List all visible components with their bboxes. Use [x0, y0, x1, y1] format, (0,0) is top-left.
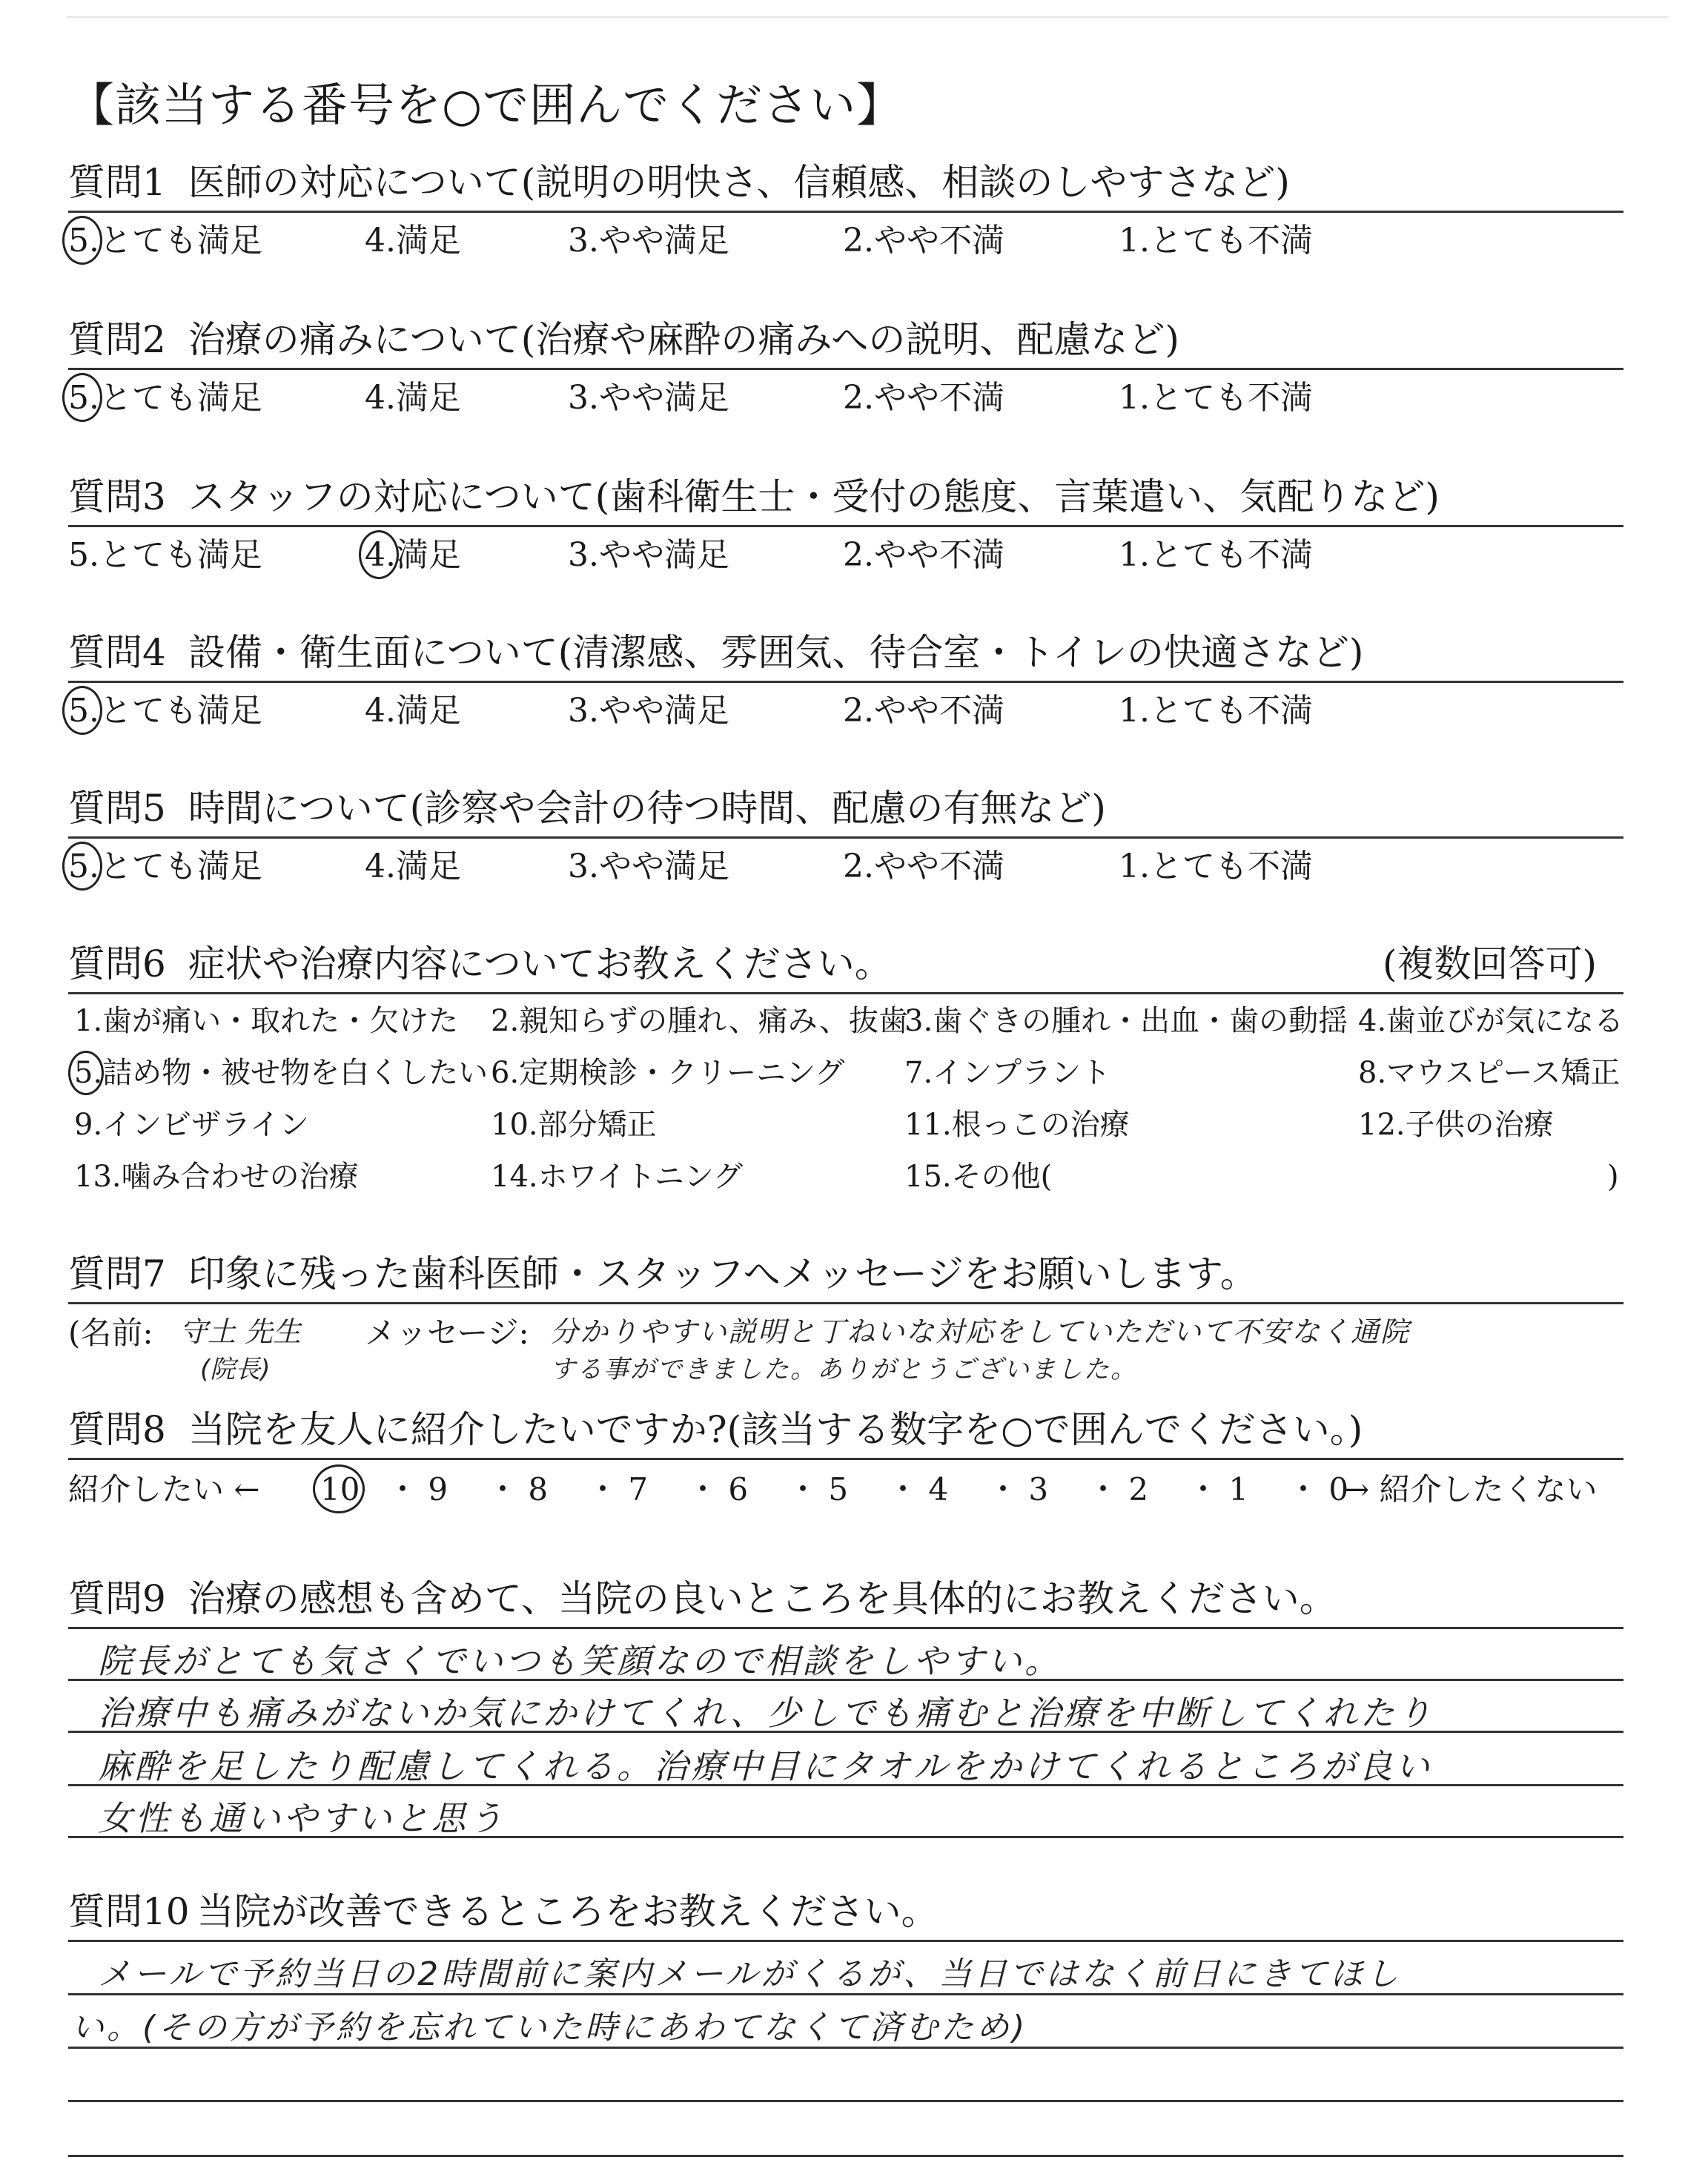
option-4[interactable]: 4.満足: [365, 222, 461, 260]
rating-options: [68, 527, 1623, 584]
selection-circle: [62, 686, 102, 735]
scale-1[interactable]: ・ 1: [1188, 1471, 1249, 1507]
answer-line-4[interactable]: 女性も通いやすいと思う: [98, 1798, 506, 1838]
option-2[interactable]: 2.やや不満: [843, 848, 1004, 885]
option-3[interactable]: 3.やや満足: [568, 222, 729, 260]
ruled-line: [68, 2100, 1623, 2102]
option-5[interactable]: 5.とても満足: [68, 213, 262, 269]
question-number: 質問7: [68, 1252, 166, 1295]
question-number: 質問2: [68, 318, 166, 361]
ruled-line: [68, 1784, 1623, 1786]
rating-options: [68, 839, 1623, 895]
ruled-line: [68, 1627, 1623, 1629]
option-2[interactable]: 2.やや不満: [843, 379, 1004, 417]
question-text: 治療の痛みについて(治療や麻酔の痛みへの説明、配慮など): [188, 318, 1179, 361]
message-entry: [68, 1304, 1623, 1401]
question-8: [68, 1401, 1623, 1519]
question-text: 時間について(診察や会計の待つ時間、配慮の有無など): [188, 787, 1106, 830]
name-value[interactable]: 守土 先生: [179, 1315, 302, 1348]
question-text: 印象に残った歯科医師・スタッフへメッセージをお願いします。: [188, 1252, 1257, 1295]
symptom-option-14[interactable]: 14.ホワイトニング: [491, 1160, 744, 1194]
ruled-line: [68, 1940, 1623, 1942]
option-4[interactable]: 4.満足: [365, 527, 461, 584]
option-1[interactable]: 1.とても不満: [1119, 848, 1313, 885]
symptom-option-11[interactable]: 11.根っこの治療: [904, 1108, 1130, 1142]
question-1: [68, 154, 1623, 269]
question-number: 質問10: [68, 1890, 190, 1933]
scale-8[interactable]: ・ 8: [487, 1471, 549, 1507]
option-1[interactable]: 1.とても不満: [1119, 222, 1313, 260]
question-number: 質問8: [68, 1408, 166, 1451]
question-number: 質問9: [68, 1577, 166, 1620]
option-2[interactable]: 2.やや不満: [843, 222, 1004, 260]
scale-7[interactable]: ・ 7: [587, 1471, 649, 1507]
question-number: 質問1: [68, 161, 166, 204]
question-7: [68, 1246, 1623, 1401]
question-number: 質問5: [68, 787, 166, 830]
ruled-line: [68, 1731, 1623, 1733]
question-number: 質問4: [68, 631, 166, 674]
ruled-line: [68, 2047, 1623, 2049]
symptom-options: [68, 994, 1623, 1217]
question-9: [68, 1571, 1623, 1838]
message-line-1[interactable]: 分かりやすい説明と丁ねいな対応をしていただいて不安なく通院: [550, 1315, 1411, 1348]
symptom-option-7[interactable]: 7.インプラント: [904, 1056, 1111, 1090]
answer-line-1[interactable]: メールで予約当日の2時間前に案内メールがくるが、当日ではなく前日にきてほし: [98, 1955, 1402, 1993]
symptom-option-6[interactable]: 6.定期検診・クリーニング: [491, 1056, 845, 1090]
question-text: 症状や治療内容についてお教えください。: [188, 942, 892, 985]
other-close-paren: ): [1607, 1160, 1619, 1194]
symptom-option-8[interactable]: 8.マウスピース矯正: [1358, 1056, 1621, 1090]
ruled-line: [68, 1993, 1623, 1995]
option-3[interactable]: 3.やや満足: [568, 692, 729, 730]
option-1[interactable]: 1.とても不満: [1119, 536, 1313, 574]
question-number: 質問6: [68, 942, 166, 985]
question-5: [68, 780, 1623, 895]
name-title: (院長): [200, 1355, 271, 1384]
symptom-option-12[interactable]: 12.子供の治療: [1358, 1108, 1554, 1142]
question-text: 当院を友人に紹介したいですか?(該当する数字を○で囲んでください。): [188, 1408, 1363, 1451]
selection-circle: [62, 842, 102, 891]
option-5[interactable]: 5.とても満足: [68, 839, 262, 895]
option-3[interactable]: 3.やや満足: [568, 379, 729, 417]
question-6: [68, 936, 1623, 1217]
question-text: 治療の感想も含めて、当院の良いところを具体的にお教えください。: [188, 1577, 1337, 1620]
symptom-option-1[interactable]: 1.歯が痛い・取れた・欠けた: [74, 1004, 459, 1038]
scale-3[interactable]: ・ 3: [987, 1471, 1049, 1507]
answer-line-2[interactable]: 治療中も痛みがないか気にかけてくれ、少しでも痛むと治療を中断してくれたり: [98, 1693, 1434, 1733]
option-5[interactable]: 5.とても満足: [68, 683, 262, 739]
scale-5[interactable]: ・ 5: [787, 1471, 849, 1507]
message-label: メッセージ:: [365, 1315, 529, 1351]
top-border: [67, 16, 1668, 18]
question-text: 当院が改善できるところをお教えください。: [196, 1890, 939, 1933]
question-text: スタッフの対応について(歯科衛生士・受付の態度、言葉遣い、気配りなど): [188, 475, 1440, 518]
option-4[interactable]: 4.満足: [365, 848, 461, 885]
option-3[interactable]: 3.やや満足: [568, 536, 729, 574]
scale-9[interactable]: ・ 9: [387, 1471, 448, 1507]
selection-circle: [313, 1464, 365, 1513]
scale-10[interactable]: 10: [320, 1460, 360, 1519]
recommend-scale: [68, 1460, 1623, 1519]
selection-circle: [68, 1051, 104, 1095]
scale-left-label: 紹介したい ←: [68, 1471, 260, 1507]
answer-line-3[interactable]: 麻酔を足したり配慮してくれる。治療中目にタオルをかけてくれるところが良い: [98, 1746, 1432, 1786]
message-line-2[interactable]: する事ができました。ありがとうございました。: [550, 1355, 1137, 1384]
question-text: 医師の対応について(説明の明快さ、信頼感、相談のしやすさなど): [188, 161, 1290, 204]
selection-circle: [359, 530, 399, 579]
answer-line-2[interactable]: い。(その方が予約を忘れていた時にあわてなくて済むため): [71, 2009, 1028, 2047]
rating-options: [68, 370, 1623, 426]
rating-options: [68, 683, 1623, 739]
selection-circle: [62, 216, 102, 265]
option-4[interactable]: 4.満足: [365, 379, 461, 417]
multiple-answer-note: (複数回答可): [1382, 942, 1597, 985]
option-2[interactable]: 2.やや不満: [843, 536, 1004, 574]
rating-options: [68, 213, 1623, 269]
symptom-option-4[interactable]: 4.歯並びが気になる: [1358, 1004, 1624, 1038]
option-5[interactable]: 5.とても満足: [68, 536, 262, 574]
scale-right-label: → 紹介したくない: [1343, 1471, 1598, 1507]
ruled-line: [68, 2155, 1623, 2157]
ruled-line: [68, 1836, 1623, 1838]
answer-line-1[interactable]: 院長がとても気さくでいつも笑顔なので相談をしやすい。: [98, 1641, 1062, 1681]
symptom-option-10[interactable]: 10.部分矯正: [491, 1108, 657, 1142]
option-1[interactable]: 1.とても不満: [1119, 379, 1313, 417]
scale-2[interactable]: ・ 2: [1088, 1471, 1149, 1507]
question-number: 質問3: [68, 475, 166, 518]
scale-6[interactable]: ・ 6: [687, 1471, 749, 1507]
scale-4[interactable]: ・ 4: [887, 1471, 949, 1507]
question-4: [68, 624, 1623, 739]
symptom-option-13[interactable]: 13.噛み合わせの治療: [74, 1160, 359, 1194]
question-2: [68, 311, 1623, 426]
question-3: [68, 469, 1623, 584]
symptom-option-2[interactable]: 2.親知らずの腫れ、痛み、抜歯: [491, 1004, 908, 1038]
option-3[interactable]: 3.やや満足: [568, 848, 729, 885]
ruled-line: [68, 1679, 1623, 1681]
question-text: 設備・衛生面について(清潔感、雰囲気、待合室・トイレの快適さなど): [188, 631, 1364, 674]
option-4[interactable]: 4.満足: [365, 692, 461, 730]
symptom-option-9[interactable]: 9.インビザライン: [74, 1108, 309, 1142]
option-5[interactable]: 5.とても満足: [68, 370, 262, 426]
symptom-option-15[interactable]: 15.その他(: [904, 1160, 1053, 1194]
option-1[interactable]: 1.とても不満: [1119, 692, 1313, 730]
question-10: [68, 1883, 1623, 2047]
option-2[interactable]: 2.やや不満: [843, 692, 1004, 730]
name-label: (名前:: [68, 1315, 153, 1351]
scale-0[interactable]: ・ 0: [1288, 1471, 1349, 1507]
instruction-header: 【該当する番号を○で囲んでください】: [68, 78, 904, 132]
symptom-option-5[interactable]: 5.詰め物・被せ物を白くしたい: [74, 1048, 488, 1098]
selection-circle: [62, 373, 102, 422]
symptom-option-3[interactable]: 3.歯ぐきの腫れ・出血・歯の動揺: [904, 1004, 1348, 1038]
